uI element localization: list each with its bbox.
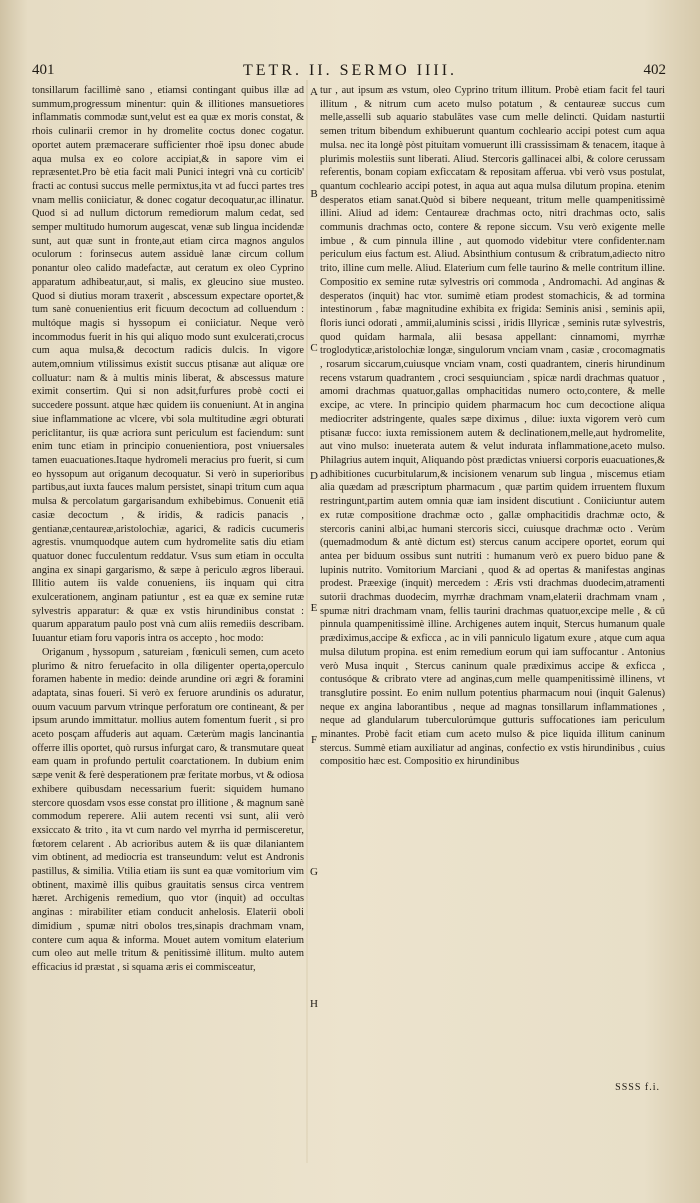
margin-letter-c: C: [310, 342, 318, 354]
margin-letter-b: B: [310, 188, 318, 200]
page-number-right: 402: [643, 62, 666, 78]
margin-letter-g: G: [310, 866, 318, 878]
margin-letter-h: H: [310, 998, 318, 1010]
right-column: [320, 84, 665, 769]
right-paragraph: tur , aut ipsum æs vstum, oleo Cyprino tritum illitum. Probè etiam facit fel tauri illitum , & nitrum cum aceto mulso potatum , & centaureæ succus cum melle,asselli sub aquario stabulātes vase cum melle delincti. Quidam nasturtii semen tritum bibendum exhibuerunt quantum cochleario accipi potest cum aqua mulsa. nec ita longè pòst pituitam vomuerunt illi crassissimam & tenacem, itaque à plurimis molestiis sunt liberati. Aliud. Stercoris gallinacei albi, & colore cerussam referentis, bonam copiam exficcatam & repositam afferua. vbi verò vsus postulat, quantum cochleario accipi potest, in aqua aut aqua mulsa dilutum propina. etenim desperatos etiam sanat.Quòd si bibere nequeant, tritum melle quampenitissimè illini. Aliud ad idem: Centaureæ drachmas octo, nitri drachmas octo, salis communis drachmas octo, contere & repone siccum. Vsu verò exigente melle imbue , & cum pinnula illine , aut quomodo videbitur vtere confidenter.nam periculum eius factum est. Aliud. Absinthium contusum & cribratum,adiecto nitro trito, illine cum melle. Aliud. Elaterium cum felle taurino & melle contritum illine. Compositio ex semine rutæ sylvestris ori commoda , Andromachi. Ad anginas & desperatos (inquit) hac vtor. sumimè etiam prodest stomachicis, & ad tormina intestinorum , fabæ magnitudine exhibita ex frigida: Seminis anisi , seminis apii, floris iunci odorati , ammii,aluminis scissi , iridis Illyricæ , seminis rutæ sylvestris, quod quidam harmala, alii besasa appellant: cinnamomi, myrrhæ troglodyticæ,aristolochiæ longæ, singulorum vnciam vnam , casiæ , crocomagmatis , rosarum siccarum,cuiusque vnciam vnam, costi quadrantem, cineris hirundinum recens vstarum quadrantem , croci sesquiunciam , spicæ nardi drachmas quatuor , amomi drachmas quatuor,gallas omphacitidas numero octo,contere, & melle excipe, ac vtere. In principio quidem pharmacum hoc cum decoctione aliqua mediocriter adstringente, quales sæpe diximus , dilue: iuxta vigorem verò cum ptisanæ fucco: iuxta remissionem autem & declinationem,melle,aut hydromelite, aut vino mulso: inueterata autem & velut indurata inflammatione,aceto mulso. Philagrius autem inquit, Aliquando pòst prædictas vniuersi corporis euacuationes,& adhibitiones cucurbitularum,& incisionem venarum sub lingua , miscemus etiam alia quædam ad præscriptum pharmacum , quæ partim quidem irruentem fluxum restringunt,partim autem omnia quæ iam insident discutiunt . Coniiciuntur autem ex rutæ compositione drachmæ octo , gallæ omphacitidis drachmæ octo, & stercoris canini albi,ac humani stercoris sicci, cuiusque drachmæ octo . Verùm (quemadmodum & antè dictum est) stercus canum accipere oportet, eorum qui antea per biduum ossibus sunt nutriti : humanum verò ex puero biduo pane & lupinis nutrito. Vomitorium Marciani , quod & ad opertas & manifestas anginas prodest. Præexige (inquit) mercedem : Æris vsti drachmas duodecim,atramenti sutorii drachmas duodecim, myrrhæ drachmam vnam,elaterii drachmam vnam , spumæ nitri drachmam vnam, fellis taurini drachmas quatuor,excipe melle , & cū pinnula quampenitissimè illine. Archigenes autem inquit, Stercus humanum quale prædiximus,accipe & exficca , ac in vili panniculo ligatum exure , atque cum aqua mulsa dilutum propina. est enim remedium eorum qui iam suffocantur . Antonius verò Musa inquit , Stercus caninum quale prædiximus accipe & exficca , contusóque & cribrato vtere ad anginas,cum melle quampenitissimè illinens, vt transglutire possint. Eo enim nullum potentius pharmacum noui (inquit Galenus) neque ex angina laborantibus , neque ad magnas tonsillarum inflammationes , neque ad glandularum tuberculorúmque gutturis suffocationes iam periculum minantes. Probè facit etiam cum aceto mulso & pice liquida illitum caninum stercus. Summè etiam auxiliatur ad anginas, confectio ex vstis hirundinibus , cuius compositio hæc est. Compositio ex hirundinibus: [320, 85, 665, 768]
margin-letter-a: A: [310, 86, 318, 98]
page-number-left: 401: [32, 62, 55, 78]
margin-letter-f: F: [310, 734, 318, 746]
signature-mark: SSSS f.i.: [615, 1082, 660, 1093]
left-column: [32, 84, 304, 975]
column-gutter: [306, 80, 308, 1163]
left-paragraph: Origanum , hyssopum , satureiam , fœniculi semen, cum aceto plurimo & nitro feruefacito in olla diligenter operta,operculo foramen habente in medio: deinde arundine ori ægri & foramini adaptata, sinas foueri. Si verò ex feruore arundinis os aduratur, ouum vacuum parvum vtrinque perforatum ore contineant, & per ipsum arundo immittatur. mollius autem fomentum fuerit , si pro aceto posçam affuderis aut aquam. Cæterùm magis lancinantia offerre illis oportet, quò rursus infurgat caro, & transmutare queat eam quam in profundo pertulit coarctationem. In dubium enim sæpe venit & ferè desperationem præ feritate morbus, vt & odiosa exhibere quibusdam necessarium fuerit: siquidem humano stercore quosdam vsos esse constat pro illitione , & magnum sanè commodum reperere. Alii autem recenti vsi sunt, alii verò exsiccato & trito , ita vt cum nardo vel myrrha id permisceretur, fœtorem celarent . Ab acrioribus autem & iis quæ dilaniantem vim obtinent, ad mediocria est transeundum: velut est Andronis pastillus, & similia. Vtilia etiam iis sunt ea quæ vomitorium vim obtinent, maximè illis quibus grauitatis sensus circa ventrem hæret. Archigenis remedium, quo vtor (inquit) ad occultas anginas : mirabiliter etiam conducit anhelosis. Elaterii oboli dimidium , spumæ nitri obolos tres,sinapis drachmam vnam, contere cum aqua & informa. Mouet autem vomitum elaterium cum oleo aut melle tritum & penitissimè illitum. multo autem efficacius id præstat , si squama æris ei commisceatur,: [32, 646, 304, 973]
margin-letter-e: E: [310, 602, 318, 614]
page-header: [30, 62, 670, 82]
left-paragraph: tonsillarum facillimè sano , etiamsi contingant quibus illæ ad summum,progressum minentur: quin & illitiones mansuetiores inflammatis commodæ sunt,velut est ea quæ ex moris constat, & rhois culinarii cremor in hy dromelite coctus donec cogatur. oportet autem præmacerare sufficienter rhoë ipsu donec abude aqua mulsa ex eo colore accipiat,& in sapore vim ei repræsentet.Pro bè etia facit mali Punici integri vnà cu corticib' fracti ac contusi succus melle permixtus,ita vt ad fucci partes tres vnam mellis coniiciatur, & donec cogatur decoquatur,ac illinatur. Quod si ad nullum dictorum remediorum malum cedat, sed semper multitudo humorum augescat, venæ sub lingua incidendæ sunt, aut quæ sunt in fronte,aut etiam circa magnos angulos oculorum : forinsecus autem assiduè lanæ circum collum ponantur oleo calido madefactæ, aut ceratum ex oleo Cyprino apparatum adhibeatur,aut, si malis, ex gleucino siue musteo. Quod si diutius moram traxerit , abscessum expectare oportet,& tum sanè conuenientius erit ficuum decoctum ad colluendum : multóque magis si hyssopum ei coniiciatur. Neque verò incommodus fuerit in his qui aliquo modo sunt exulcerati,crocus cum aqua mulsa,& decoctum radicis dulcis. In vigore autem,omnium vtilissimus existit succus ptisanæ aut aliquæ ore colluatur: nam & à multis minis liberat, & abscessus mature eximit consertim. Qui si non adsit,furfures probè cocti ei succedere possunt. atque hæc quidem iis conueniunt. At in angina siue inflammatione ac vlcere, vbi sola multitudine ægri obturati periclitantur, iis quæ acriora sunt periculum est faciendum: sunt enim tunc etiam in principio conuenientiora, post vniuersales tamen euacuationes.Itaque hydromeli meracius pro fuerit, si cum eo hyssopum aut origanum decoquatur. Si verò in superioribus partibus,aut iuxta fauces malum persistet, sinapi tritum cum aqua mulsa & percolatum gargarisandum exhibebimus. Conuenit etiā casiæ decoctum , & iridis, & radicis panacis , gentianæ,centaureæ,aristolochiæ, agarici, & radicis cucumeris agrestis. vnumquodque autem cum hydromelite satis diu etiam quatuor donec fucculentum reddatur. Vsus sum etiam in occulta angina ex sinapi gargarismo, & sæpe à periculo ægros liberaui. Illitio autem iis valde conueniens, iis inquam qui citra exulcerationem, anginam patiuntur , est ea quæ ex semine rutæ sylvestris apparatur: & quæ ex vstis hirundinibus constat : quarum apparatum paulo post vnà cum aliis remediis describam. Iuuantur etiam foru vaporis intra os accepto , hoc modo:: [32, 85, 304, 645]
margin-letter-d: D: [310, 470, 318, 482]
running-title: TETR. II. SERMO IIII.: [242, 62, 458, 79]
